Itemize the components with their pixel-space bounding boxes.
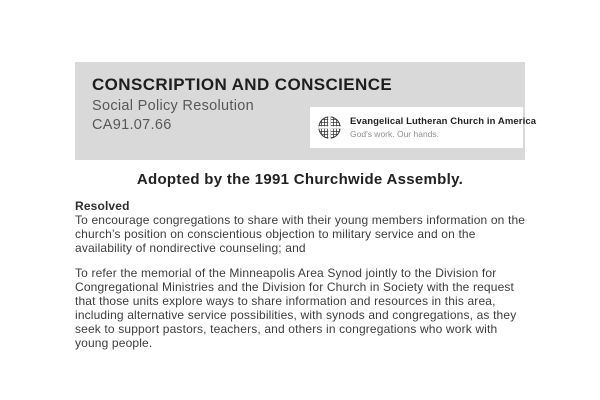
resolution-number: CA91.07.66 (92, 117, 172, 133)
elca-tagline: God's work. Our hands. (350, 129, 440, 139)
resolution-paragraph-2: To refer the memorial of the Minneapolis Area Synod jointly to the Division for Congregational Ministries and the Division for Church in Society with the request that those units explore ways to share information and resources in this area, including alternative service possibilities, with synods and congregations, as they seek to support pastors, teachers, and others in congregations who work with young people. (75, 266, 517, 350)
resolution-body (75, 199, 531, 350)
adopted-heading: Adopted by the 1991 Churchwide Assembly. (136, 171, 464, 188)
document-title: CONSCRIPTION AND CONSCIENCE (92, 75, 393, 94)
elca-logo-text (350, 116, 536, 139)
elca-emblem-icon (317, 115, 342, 140)
elca-logo-box (310, 107, 537, 148)
resolution-paragraph-1: To encourage congregations to share with their young members information on the church’s position on conscientious objection to military service and on the availability of nondirective counseling; and (75, 213, 526, 255)
header-block (75, 62, 537, 160)
resolved-label: Resolved (75, 199, 130, 213)
elca-org-name: Evangelical Lutheran Church in America (350, 116, 537, 127)
document-subtitle: Social Policy Resolution (92, 98, 254, 114)
